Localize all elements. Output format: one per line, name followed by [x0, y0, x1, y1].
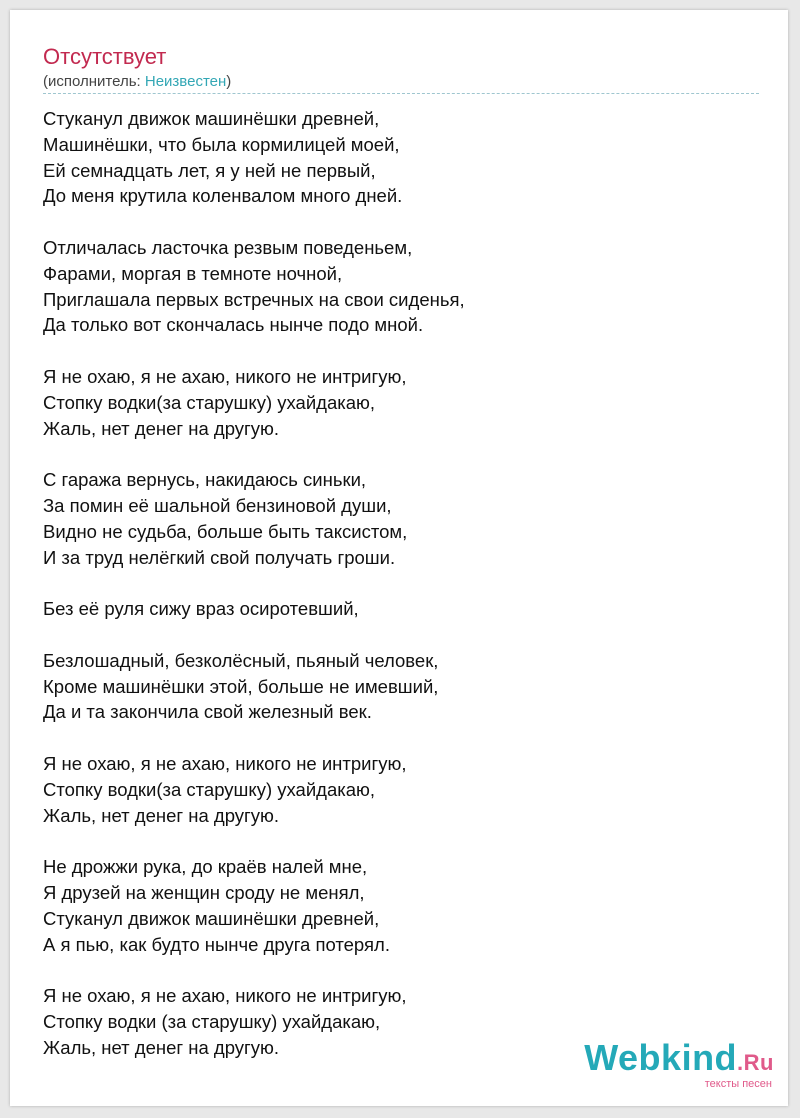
logo-tld: .Ru [737, 1050, 774, 1075]
logo-brand: Webkind [584, 1037, 738, 1078]
lyric-line: Фарами, моргая в темноте ночной, [43, 262, 343, 284]
lyrics-body [43, 106, 465, 1060]
lyric-line: Безлошадный, безколёсный, пьяный человек, [43, 649, 439, 671]
lyric-line: Стуканул движок машинёшки древней, [43, 108, 380, 129]
logo-tagline: тексты песен [704, 1078, 772, 1090]
lyric-line: Жаль, нет денег на другую. [43, 1036, 280, 1058]
lyric-line: Без её руля сижу враз осиротевший, [43, 598, 359, 620]
stanza-break [43, 622, 465, 648]
lyric-line: Отличалась ласточка резвым поведеньем, [43, 236, 413, 258]
lyric-line: Да только вот скончалась нынче подо мной. [43, 314, 424, 336]
stanza-break [43, 828, 465, 854]
lyric-line: За помин её шальной бензиновой души, [43, 494, 392, 516]
lyric-line: Да и та закончила свой железный век. [43, 701, 372, 723]
lyric-line: Ей семнадцать лет, я у ней не первый, [43, 159, 376, 181]
lyric-line: С гаража вернусь, накидаюсь синьки, [43, 469, 367, 491]
lyrics-sheet [10, 10, 788, 1106]
lyric-line: Видно не судьба, больше быть таксистом, [43, 520, 408, 542]
stanza-break [43, 441, 465, 467]
performer-suffix: ) [226, 73, 232, 90]
lyric-line: Жаль, нет денег на другую. [43, 417, 280, 439]
song-title: Отсутствует [43, 44, 167, 69]
lyric-line: Стопку водки(за старушку) ухайдакаю, [43, 778, 376, 800]
stanza-break [43, 338, 465, 364]
stanza-break [43, 209, 465, 235]
lyric-line: Я не охаю, я не ахаю, никого не интригую, [43, 985, 407, 1007]
stanza-break [43, 570, 465, 596]
lyric-line: Я не охаю, я не ахаю, никого не интригую, [43, 752, 407, 774]
lyric-line: Я друзей на женщин сроду не менял, [43, 881, 365, 903]
lyric-line: И за труд нелёгкий свой получать гроши. [43, 546, 396, 568]
performer-prefix: (исполнитель: [43, 73, 145, 90]
lyric-line: А я пью, как будто нынче друга потерял. [43, 933, 390, 955]
header-divider [43, 93, 759, 94]
webkind-logo [584, 1037, 774, 1090]
lyric-line: Я не охаю, я не ахаю, никого не интригую, [43, 365, 407, 387]
lyric-line: Жаль, нет денег на другую. [43, 804, 280, 826]
lyric-line: Стуканул движок машинёшки древней, [43, 907, 380, 929]
lyric-line: Приглашала первых встречных на свои сиденья, [43, 288, 465, 310]
performer-line [43, 73, 231, 91]
artist-link[interactable]: Неизвестен [144, 73, 227, 90]
stanza-break [43, 957, 465, 983]
lyric-line: Машинёшки, что была кормилицей моей, [43, 133, 400, 155]
lyric-line: Стопку водки(за старушку) ухайдакаю, [43, 391, 376, 413]
lyric-line: До меня крутила коленвалом много дней. [43, 185, 403, 207]
lyric-line: Кроме машинёшки этой, больше не имевший, [43, 675, 439, 697]
lyric-line: Стопку водки (за старушку) ухайдакаю, [43, 1010, 381, 1032]
stanza-break [43, 725, 465, 751]
lyric-line: Не дрожжи рука, до краёв налей мне, [43, 856, 368, 878]
